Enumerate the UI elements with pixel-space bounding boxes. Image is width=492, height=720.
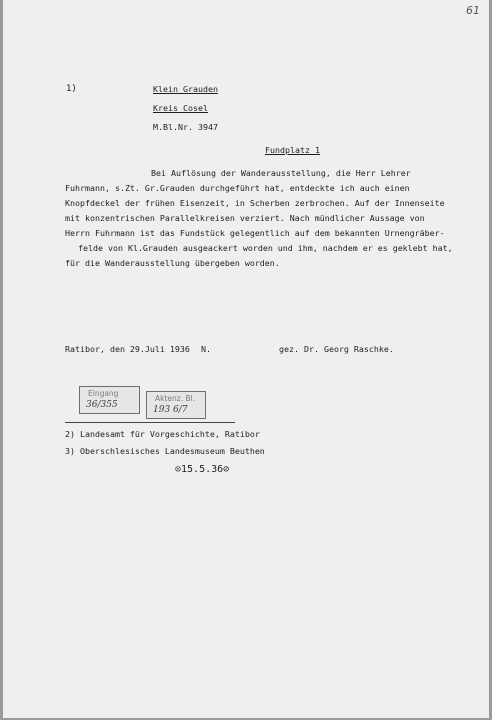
- divider: [65, 422, 235, 423]
- eingang-label: Eingang: [88, 389, 119, 398]
- akt-value: 193 6/7: [153, 405, 188, 415]
- dispatch-date-stamp: ⊙15.5.36⊘: [175, 464, 230, 475]
- document-page: [3, 0, 489, 718]
- akt-label: Aktenz. Bl.: [155, 394, 196, 403]
- page-number: 61: [466, 4, 480, 17]
- distribution-line: 2) Landesamt für Vorgeschichte, Ratibor: [65, 429, 260, 439]
- eingang-value: 36/355: [86, 400, 118, 410]
- header-district: Kreis Cosel: [153, 103, 208, 113]
- body-line: Fuhrmann, s.Zt. Gr.Grauden durchgeführt hat, entdeckte ich auch einen: [65, 183, 410, 193]
- body-line: Herrn Fuhrmann ist das Fundstück gelegentlich auf dem bekannten Urnengräber-: [65, 228, 445, 238]
- eingang-stamp: [79, 386, 140, 414]
- body-line: felde von Kl.Grauden ausgeackert worden und ihm, nachdem er es geklebt hat,: [78, 243, 453, 253]
- header-place: Klein Grauden: [153, 84, 218, 94]
- item-number: 1): [66, 84, 77, 94]
- place-date: Ratibor, den 29.Juli 1936: [65, 344, 190, 354]
- header-map-ref: [153, 122, 218, 132]
- initial: N.: [201, 344, 211, 354]
- map-ref-text: M.Bl.Nr. 3947: [153, 122, 218, 132]
- site-title: Fundplatz 1: [265, 145, 320, 155]
- body-line: Bei Auflösung der Wanderausstellung, die Herr Lehrer: [151, 168, 411, 178]
- body-line: Knopfdeckel der frühen Eisenzeit, in Scherben zerbrochen. Auf der Innenseite: [65, 198, 445, 208]
- distribution-line: 3) Oberschlesisches Landesmuseum Beuthen: [65, 446, 265, 456]
- aktenzeichen-stamp: [146, 391, 206, 419]
- signature: gez. Dr. Georg Raschke.: [279, 344, 394, 354]
- body-line: für die Wanderausstellung übergeben worden.: [65, 258, 280, 268]
- body-line: mit konzentrischen Parallelkreisen verziert. Nach mündlicher Aussage von: [65, 213, 425, 223]
